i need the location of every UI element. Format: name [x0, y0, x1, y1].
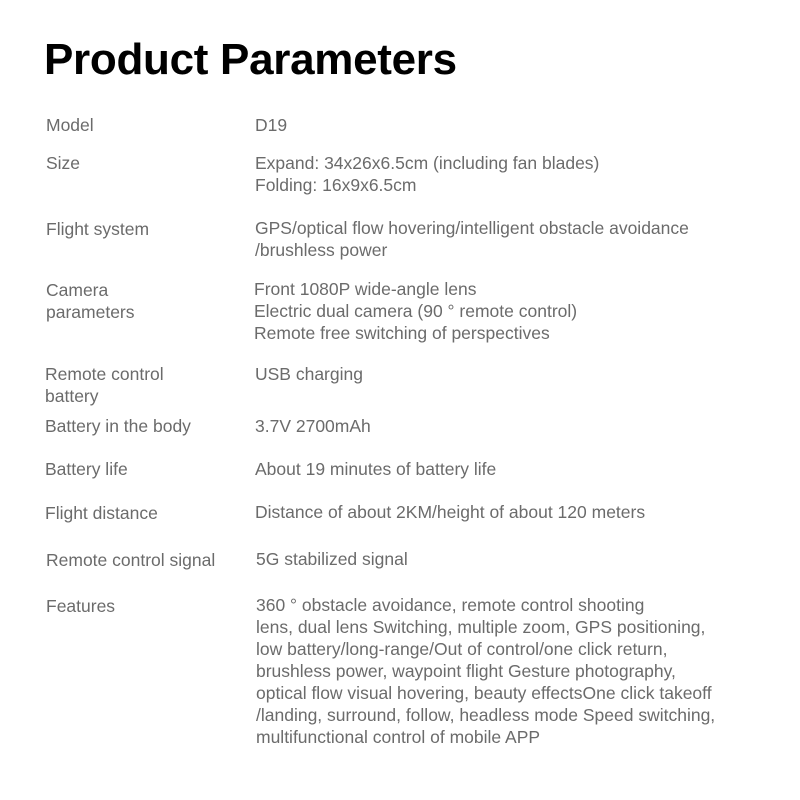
param-label — [46, 114, 246, 136]
param-value-line: Remote free switching of perspectives — [254, 323, 550, 343]
param-label — [45, 363, 245, 407]
param-label-line: battery — [45, 386, 99, 406]
param-value-line: /brushless power — [255, 240, 388, 260]
page-title: Product Parameters — [44, 35, 457, 84]
param-label — [45, 415, 245, 437]
param-value-line: 360 ° obstacle avoidance, remote control shooting — [256, 595, 645, 615]
param-value-line: low battery/long-range/Out of control/one click return, — [256, 639, 668, 659]
param-value-line: About 19 minutes of battery life — [255, 459, 497, 479]
param-value — [255, 501, 790, 523]
param-value — [256, 548, 791, 570]
param-value — [255, 114, 790, 136]
param-value-line: Expand: 34x26x6.5cm (including fan blades) — [255, 153, 600, 173]
param-label — [45, 502, 245, 524]
param-label-line: Remote control — [45, 364, 164, 384]
param-value-line: optical flow visual hovering, beauty effectsOne click takeoff — [256, 683, 712, 703]
param-value — [254, 278, 789, 344]
param-value-line: Distance of about 2KM/height of about 120 meters — [255, 502, 646, 522]
param-label-line: Size — [46, 153, 81, 173]
param-value-line: multifunctional control of mobile APP — [256, 727, 541, 747]
param-label — [46, 279, 246, 323]
param-label-line: Features — [46, 596, 116, 616]
param-label-line: Battery life — [45, 459, 128, 479]
param-value-line: 5G stabilized signal — [256, 549, 408, 569]
param-label-line: Remote control signal — [46, 550, 216, 570]
param-label — [46, 549, 246, 571]
param-value-line: Folding: 16x9x6.5cm — [255, 175, 417, 195]
param-label — [46, 152, 246, 174]
param-label-line: Flight distance — [45, 503, 158, 523]
param-label-line: parameters — [46, 302, 135, 322]
param-value-line: GPS/optical flow hovering/intelligent obstacle avoidance — [255, 218, 689, 238]
param-label — [46, 595, 246, 617]
param-value — [255, 458, 790, 480]
param-label-line: Battery in the body — [45, 416, 191, 436]
param-value-line: D19 — [255, 115, 288, 135]
param-label — [45, 458, 245, 480]
param-value-line: brushless power, waypoint flight Gesture photography, — [256, 661, 676, 681]
param-value — [255, 152, 790, 196]
param-label-line: Flight system — [46, 219, 150, 239]
param-label-line: Model — [46, 115, 94, 135]
param-value — [256, 594, 791, 748]
param-label — [46, 218, 246, 240]
param-value-line: USB charging — [255, 364, 363, 384]
param-value-line: lens, dual lens Switching, multiple zoom, GPS positioning, — [256, 617, 706, 637]
param-value-line: Electric dual camera (90 ° remote control) — [254, 301, 578, 321]
param-value-line: Front 1080P wide-angle lens — [254, 279, 477, 299]
param-value — [255, 415, 790, 437]
param-label-line: Camera — [46, 280, 109, 300]
param-value-line: 3.7V 2700mAh — [255, 416, 371, 436]
param-value — [255, 217, 790, 261]
param-value — [255, 363, 790, 385]
param-value-line: /landing, surround, follow, headless mode Speed switching, — [256, 705, 716, 725]
